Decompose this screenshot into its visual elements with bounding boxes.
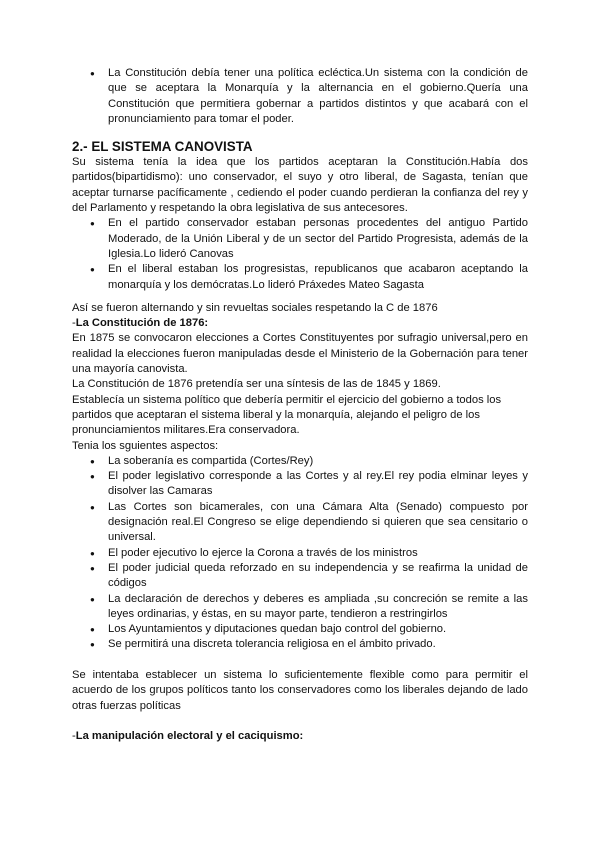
heading-text: La manipulación electoral y el caciquismo: <box>75 730 304 743</box>
manipulacion-heading <box>72 729 528 744</box>
heading-dash: - <box>72 730 76 743</box>
aspects-bullet-list <box>72 454 528 653</box>
aspect-bullet: ● El poder legislativo corresponde a las Cortes y al rey.El rey podia elminar leyes y disolver las Camaras <box>108 469 528 500</box>
aspect-bullet: ● Se permitirá una discreta tolerancia religiosa en el ámbito privado. <box>108 637 528 652</box>
heading-dash: - <box>72 317 76 330</box>
aspect-bullet: ● Las Cortes son bicamerales, con una Cámara Alta (Senado) compuesto por designación real.El Congreso se elige dependiendo si quieren que sea censitario o universal. <box>108 500 528 546</box>
aspect-bullet: ● Los Ayuntamientos y diputaciones quedan bajo control del gobierno. <box>108 622 528 637</box>
aspect-bullet: ● La soberanía es compartida (Cortes/Rey) <box>108 454 528 469</box>
constitucion-1876-heading <box>72 316 528 331</box>
closing-paragraph: Se intentaba establecer un sistema lo suficientemente flexible como para permitir el acuerdo de los grupos políticos tanto los conservadores como los liberales dejando de lado otras fuerzas políticas <box>72 668 528 712</box>
section-paragraph-canovista: Su sistema tenía la idea que los partidos aceptaran la Constitución.Había dos partidos(bipartidismo): uno conservador, el suyo y otro liberal, de Sagasta, tenían que aceptar turnarse pacíficamente , cediendo el poder cuando perdieran la confianza del rey y del Parlamento y respetando la obra legislativa de sus antecesores. <box>72 156 528 215</box>
intro-bullet-list <box>72 66 528 127</box>
aspect-bullet: ● El poder ejecutivo lo ejerce la Corona a través de los ministros <box>108 546 528 561</box>
aspect-bullet: ● La declaración de derechos y deberes es ampliada ,su concreción se remite a las leyes ordinarias, y éstas, en su mayor parte, tendieron a restringirlos <box>108 592 528 623</box>
aspects-intro: Tenia los sguientes aspectos: <box>72 439 219 452</box>
party-bullet-conservador: ● En el partido conservador estaban personas procedentes del antiguo Partido Moderado, de la Unión Liberal y de un sector del Partido Progresista, además de la Iglesia.Lo lideró Canovas <box>108 216 528 262</box>
constitucion-para-sintesis: La Constitución de 1876 pretendía ser una síntesis de las de 1845 y 1869. <box>72 378 441 391</box>
party-bullet-liberal: ● En el liberal estaban los progresistas, republicanos que acabaron aceptando la monarquía y los demócratas.Lo lideró Práxedes Mateo Sagasta <box>108 262 528 293</box>
party-bullet-list <box>72 216 528 292</box>
heading-text: La Constitución de 1876: <box>75 317 209 330</box>
document-page <box>72 66 528 744</box>
constitucion-para-elecciones: En 1875 se convocaron elecciones a Cortes Constituyentes por sufragio universal,pero en realidad la elecciones fueron manipuladas desde el Ministerio de la Gobernación para tener una mayoría canovista. <box>72 332 528 376</box>
alternancia-text: Así se fueron alternando y sin revueltas sociales respetando la C de 1876 <box>72 301 438 314</box>
intro-bullet: ● La Constitución debía tener una política ecléctica.Un sistema con la condición de que se aceptara la Monarquía y la alternancia en el gobierno.Quería una Constitución que permitiera gobernar a partidos distintos y que acabará con el pronunciamiento para tomar el poder. <box>108 66 528 127</box>
aspect-bullet: ● El poder judicial queda reforzado en su independencia y se reafirma la unidad de códigos <box>108 561 528 592</box>
constitucion-para-sistema: Establecía un sistema político que debería permitir el ejercicio del gobierno a todos los partidos que aceptaran el sistema liberal y la monarquía, alejando el peligro de los pronunciamientos militares.Era conservadora. <box>72 393 502 437</box>
section-heading-sistema-canovista: 2.- EL SISTEMA CANOVISTA <box>72 139 253 155</box>
